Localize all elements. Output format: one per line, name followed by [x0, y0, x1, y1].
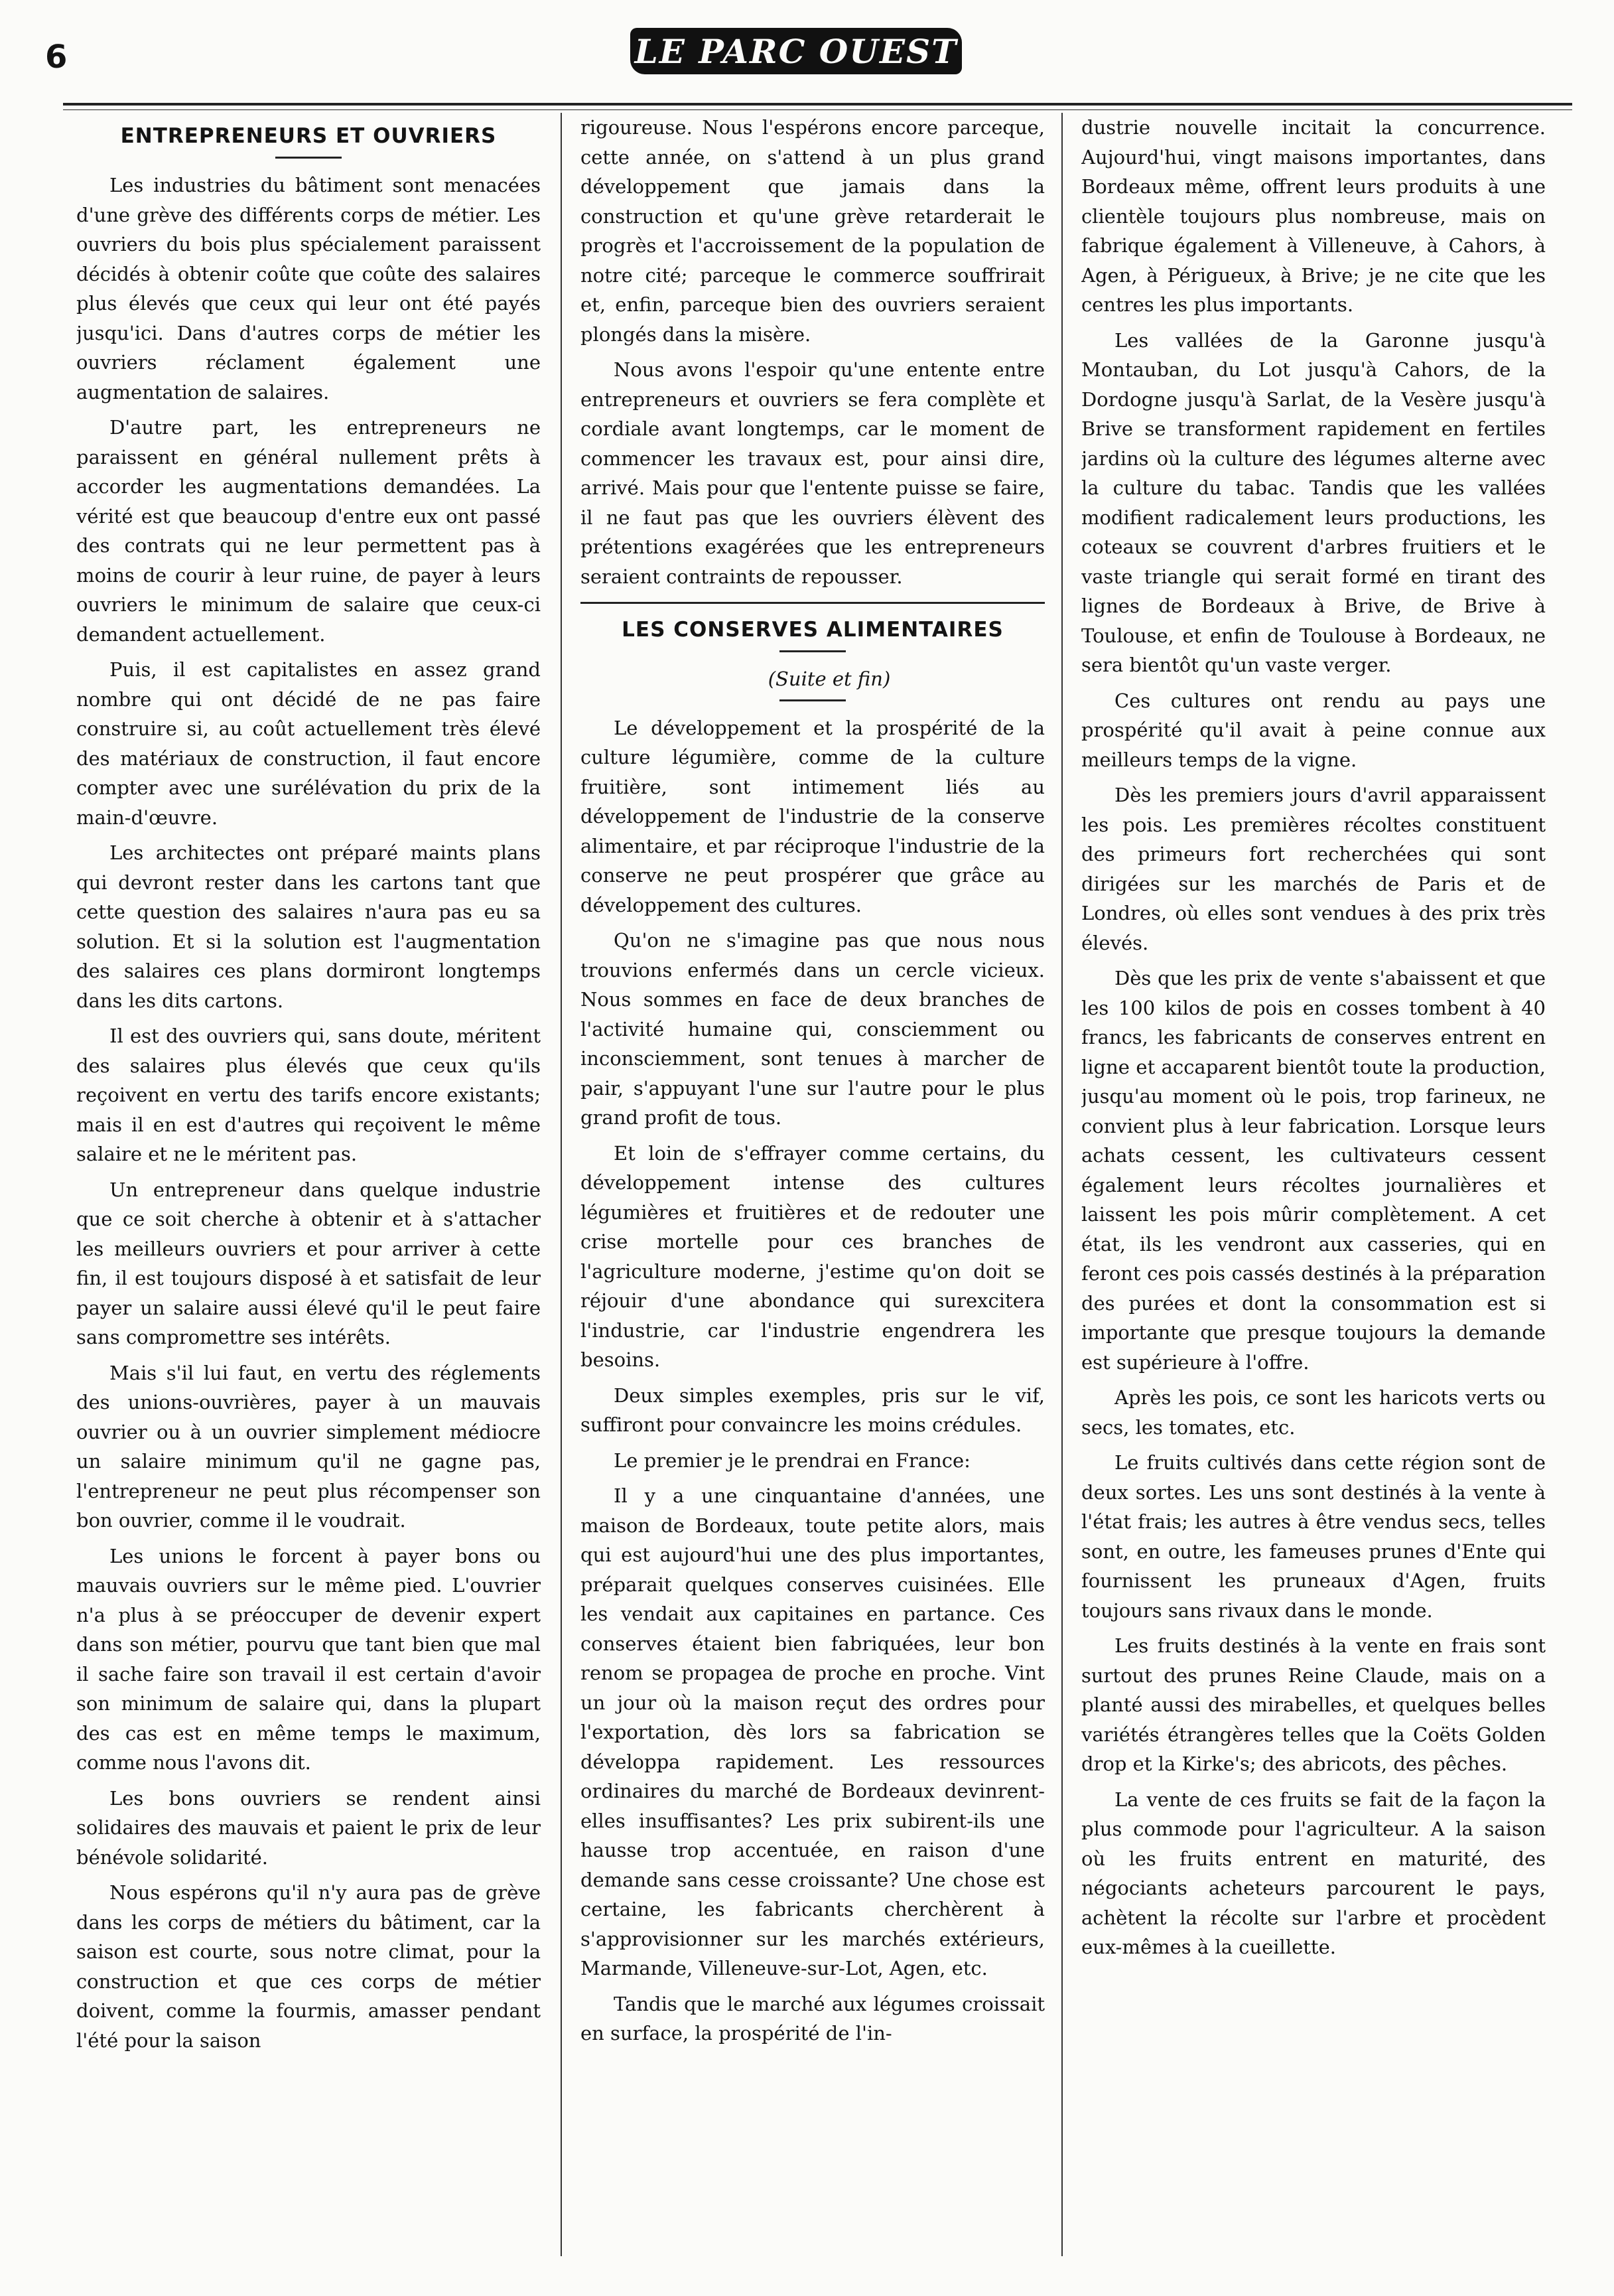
column-divider — [561, 113, 562, 2256]
paragraph: Tandis que le marché aux légumes croissait en surface, la prospérité de l'in- — [580, 1992, 1045, 2045]
paragraph-continued: dustrie nouvelle incitait la concurrence. Aujourd'hui, vingt maisons importantes, dans Bordeaux même, offrent leurs produits à une clientèle toujours plus nombreuse, mais on fabrique également à Villeneuve, à Cahors, à Agen, à Périgueux, à Brive; je ne cite que les centres les plus importants. — [1081, 116, 1546, 316]
paragraph: Après les pois, ce sont les haricots verts ou secs, les tomates, etc. — [1081, 1386, 1546, 1439]
article-separator — [580, 602, 1045, 604]
paragraph-continued: rigoureuse. Nous l'espérons encore parceque, cette année, on s'attend à un plus grand développement que jamais dans la construction et qu'une grève retarderait le progrès et l'accroissement de la population de notre cité; parceque le commerce souffrirait et, enfin, parceque bien des ouvriers seraient plongés dans la misère. — [580, 116, 1045, 346]
paragraph: Qu'on ne s'imagine pas que nous nous trouvions enfermés dans un cercle vicieux. Nous sommes en face de deux branches de l'activité humaine qui, consciemment ou inconsciemment, sont tenues à marcher de pair, s'appuyant l'une sur l'autre pour le plus grand profit de tous. — [580, 929, 1045, 1129]
paragraph: Le fruits cultivés dans cette région sont de deux sortes. Les uns sont destinés à la vente à l'état frais; les autres à être vendus secs, telles sont, en outre, les fameuses prunes d'Ente qui fournissent les pruneaux d'Agen, fruits toujours sans rivaux dans le monde. — [1081, 1451, 1546, 1622]
column-2 — [580, 113, 1045, 2256]
paragraph: D'autre part, les entrepreneurs ne paraissent en général nullement prêts à accorder les augmentations demandées. La vérité est que beaucoup d'entre eux ont passé des contrats qui ne leur permettent pas à moins de courir à leur ruine, de payer à leurs ouvriers le minimum de salaire que ceux-ci demandent actuellement. — [76, 416, 541, 646]
column-3 — [1081, 113, 1546, 2256]
column-divider — [1061, 113, 1063, 2256]
paragraph: Ces cultures ont rendu au pays une prospérité qu'il avait à peine connue aux meilleurs temps de la vigne. — [1081, 689, 1546, 771]
title-rule — [275, 157, 342, 159]
paragraph: Les fruits destinés à la vente en frais sont surtout des prunes Reine Claude, mais on a planté aussi des mirabelles, et quelques belles variétés étrangères telles que la Coëts Golden drop et la Kirke's; des abricots, des pêches. — [1081, 1634, 1546, 1775]
title-rule — [779, 650, 846, 652]
paragraph: Deux simples exemples, pris sur le vif, suffiront pour convaincre les moins crédules. — [580, 1384, 1045, 1436]
article-subtitle: (Suite et fin) — [768, 668, 891, 690]
paragraph: Il y a une cinquantaine d'années, une maison de Bordeaux, toute petite alors, mais qui est aujourd'hui une des plus importantes, préparait quelques conserves cuisinées. Elle les vendait aux capitaines en partance. Ces conserves étaient bien fabriquées, leur bon renom se propagea de proche en proche. Vint un jour où la maison reçut des ordres pour l'exportation, dès lors sa fabrication se développa rapidement. Les ressources ordinaires du marché de Bordeaux devinrent-elles insuffisantes? Les prix subirent-ils une hausse trop accentuée, en raison d'une demande sans cesse croissante? Une chose est certaine, les fabricants cherchèrent à s'approvisionner sur les marchés extérieurs, Marmande, Villeneuve-sur-Lot, Agen, etc. — [580, 1484, 1045, 1979]
paragraph: Les vallées de la Garonne jusqu'à Montauban, du Lot jusqu'à Cahors, de la Dordogne jusqu'à Sarlat, de la Vesère jusqu'à Brive se transforment rapidement en fertiles jardins où la culture des légumes alterne avec la culture du tabac. Tandis que les vallées modifient radicalement leurs productions, les coteaux se couvrent d'arbres fruitiers et le vaste triangle qui serait formé en tirant des lignes de Bordeaux à Brive, de Brive à Toulouse, et enfin de Toulouse à Bordeaux, ne sera bientôt qu'un vaste verger. — [1081, 328, 1546, 676]
paragraph: Dès les premiers jours d'avril apparaissent les pois. Les premières récoltes constituent des primeurs fort recherchées qui sont dirigées sur les marchés de Paris et de Londres, où elles sont vendues à des prix très élevés. — [1081, 784, 1546, 954]
paragraph: Le développement et la prospérité de la culture légumière, comme de la culture fruitière, sont intimement liés au développement de l'industrie de la conserve alimentaire, et par réciproque l'industrie de la conserve ne peut prospérer que grâce au développement des cultures. — [580, 716, 1045, 916]
paragraph: Les architectes ont préparé maints plans qui devront rester dans les cartons tant que cette question des salaires n'aura pas eu sa solution. Et si la solution est l'augmentation des salaires ces plans dormiront longtemps dans les dits cartons. — [76, 841, 541, 1012]
subtitle-rule — [779, 699, 846, 701]
paragraph: Il est des ouvriers qui, sans doute, méritent des salaires plus élevés que ceux qu'ils reçoivent en vertu des tarifs encore existants; mais il en est d'autres qui reçoivent le même salaire et ne le méritent pas. — [76, 1025, 541, 1165]
column-1 — [76, 113, 541, 2256]
page-number: 6 — [45, 38, 68, 76]
paragraph: Les unions le forcent à payer bons ou mauvais ouvriers sur le même pied. L'ouvrier n'a plus à se préoccuper de devenir expert dans son métier, pourvu que tant bien que mal il sache faire son travail il est certain d'avoir son minimum de salaire qui, dans la plupart des cas est en même temps le maximum, comme nous l'avons dit. — [76, 1544, 541, 1774]
paragraph: Le premier je le prendrai en France: — [614, 1449, 971, 1472]
header-rule — [63, 103, 1572, 106]
paragraph: Puis, il est capitalistes en assez grand nombre qui ont décidé de ne pas faire construire si, au coût actuellement très élevé des matériaux de construction, il faut encore compter avec une surélévation du prix de la main-d'œuvre. — [76, 658, 541, 829]
header-rule-thin — [63, 109, 1572, 110]
article-title: ENTREPRENEURS ET OUVRIERS — [120, 124, 497, 148]
paragraph: Nous avons l'espoir qu'une entente entre entrepreneurs et ouvriers se fera complète et cordiale avant longtemps, car le moment de commencer les travaux est, pour ainsi dire, arrivé. Mais pour que l'entente puisse se faire, il ne faut pas que les ouvriers élèvent des prétentions exagérées que les entrepreneurs seraient contraints de repousser. — [580, 358, 1045, 588]
paragraph: Les industries du bâtiment sont menacées d'une grève des différents corps de métier. Les ouvriers du bois plus spécialement paraissent décidés à obtenir coûte que coûte des salaires plus élevés que ceux qui leur ont été payés jusqu'ici. Dans d'autres corps de métier les ouvriers réclament également une augmentation de salaires. — [76, 174, 541, 403]
paragraph: Mais s'il lui faut, en vertu des réglements des unions-ouvrières, payer à un mauvais ouvrier ou à un ouvrier simplement médiocre un salaire minimum qu'il ne gagne pas, l'entrepreneur ne peut plus récompenser son bon ouvrier, comme il le voudrait. — [76, 1361, 541, 1532]
paragraph: Un entrepreneur dans quelque industrie que ce soit cherche à obtenir et à s'attacher les meilleurs ouvriers et pour arriver à cette fin, il est toujours disposé à et satisfait de leur payer un salaire aussi élevé qu'il le peut faire sans compromettre ses intérêts. — [76, 1178, 541, 1348]
article-title: LES CONSERVES ALIMENTAIRES — [622, 618, 1004, 642]
paragraph: Et loin de s'effrayer comme certains, du développement intense des cultures légumières et fruitières et de redouter une crise mortelle pour ces branches de l'agriculture moderne, j'estime qu'on doit se réjouir d'une abondance qui surexcitera l'industrie, car l'industrie engendrera les besoins. — [580, 1141, 1045, 1371]
masthead-logo: LE PARC OUEST — [630, 28, 962, 74]
paragraph: Les bons ouvriers se rendent ainsi solidaires des mauvais et paient le prix de leur bénévole solidarité. — [76, 1786, 541, 1869]
paragraph: Nous espérons qu'il n'y aura pas de grève dans les corps de métiers du bâtiment, car la saison est courte, sous notre climat, pour la construction et que ces corps de métier doivent, comme la fourmis, amasser pendant l'été pour la saison — [76, 1881, 541, 2052]
paragraph: La vente de ces fruits se fait de la façon la plus commode pour l'agriculteur. A la saison où les fruits entrent en maturité, des négociants acheteurs parcourent le pays, achètent la récolte sur l'arbre et procèdent eux-mêmes à la cueillette. — [1081, 1788, 1546, 1958]
paragraph: Dès que les prix de vente s'abaissent et que les 100 kilos de pois en cosses tombent à 40 francs, les fabricants de conserves entrent en ligne et accaparent bientôt toute la production, jusqu'au moment où le pois, trop farineux, ne convient plus à leur fabrication. Lorsque leurs achats cessent, les cultivateurs cessent également leurs récoltes journalières et laissent les pois mûrir complètement. A cet état, ils les vendront aux casseries, qui en feront ces pois cassés destinés à la préparation des purées et dont la consommation est si importante que presque toujours la demande est supérieure à l'offre. — [1081, 967, 1546, 1374]
